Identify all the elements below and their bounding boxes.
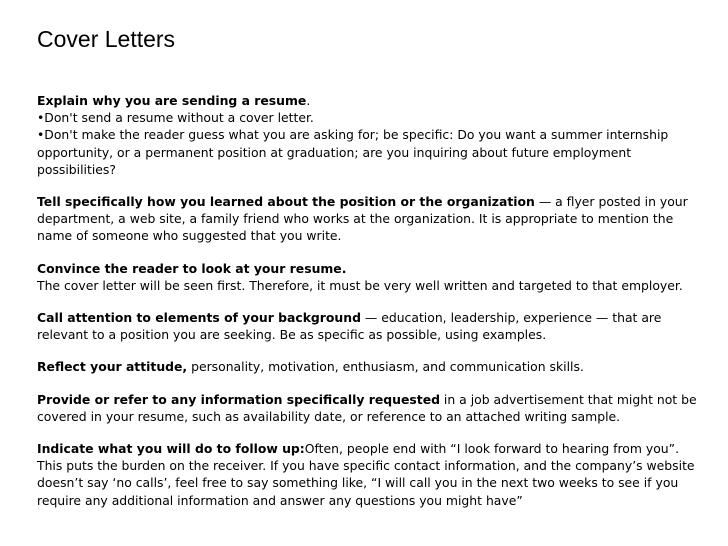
text-line	[37, 210, 719, 227]
paragraph	[37, 309, 719, 343]
bold-heading: Indicate what you will do to follow up:	[37, 441, 305, 457]
paragraph	[37, 92, 719, 178]
text-run: relevant to a position you are seeking. Be as specific as possible, using examples.	[37, 327, 547, 343]
text-run: •Don't make the reader guess what you are asking for; be specific: Do you want a summer internship	[37, 127, 669, 143]
text-line	[37, 109, 719, 126]
paragraph	[37, 440, 719, 509]
text-line	[37, 408, 719, 425]
text-line	[37, 227, 719, 244]
text-run: possibilities?	[37, 161, 116, 177]
text-run: require any additional information and answer any questions you might have”	[37, 492, 523, 508]
text-run: — a flyer posted in your	[534, 194, 688, 210]
bold-heading: Call attention to elements of your background	[37, 310, 361, 326]
text-line	[37, 492, 719, 509]
text-line	[37, 144, 719, 161]
text-line	[37, 126, 719, 143]
text-line	[37, 391, 719, 408]
text-run: .	[306, 93, 311, 108]
slide-body	[37, 92, 719, 524]
text-run: The cover letter will be seen first. Therefore, it must be very well written and targeted to that employer.	[37, 277, 683, 293]
text-line	[37, 474, 719, 491]
text-run: opportunity, or a permanent position at graduation; are you inquiring about future employment	[37, 144, 632, 160]
bold-heading: Provide or refer to any information specifically requested	[37, 391, 440, 407]
paragraph	[37, 260, 719, 294]
text-run: personality, motivation, enthusiasm, and communication skills.	[187, 359, 584, 375]
text-run: Often, people end with “I look forward to hearing from you”.	[304, 441, 680, 457]
bold-heading: Convince the reader to look at your resume.	[37, 260, 347, 276]
text-line	[37, 277, 719, 294]
text-run: This puts the burden on the receiver. If you have specific contact information, and the company’s website	[37, 458, 695, 474]
text-line	[37, 457, 719, 474]
text-run: in a job advertisement that might not be	[439, 391, 697, 407]
paragraph	[37, 391, 719, 425]
bold-heading: Explain why you are sending a resume	[37, 93, 307, 108]
bold-heading: Reflect your attitude,	[37, 359, 188, 375]
text-line	[37, 326, 719, 343]
text-line	[37, 193, 719, 210]
text-run: doesn’t say ‘no calls’, feel free to say something like, “I will call you in the next two weeks to see if you	[37, 475, 679, 491]
text-line	[37, 161, 719, 178]
page-title: Cover Letters	[37, 26, 176, 52]
text-line	[37, 92, 719, 109]
text-run: covered in your resume, such as availability date, or reference to an attached writing sample.	[37, 408, 621, 424]
text-line	[37, 358, 719, 375]
text-run: — education, leadership, experience — that are	[360, 310, 662, 326]
text-line	[37, 260, 719, 277]
text-run: department, a web site, a family friend who works at the organization. It is appropriate to mention the	[37, 211, 674, 227]
paragraph	[37, 358, 719, 375]
text-run: •Don't send a resume without a cover letter.	[37, 110, 314, 126]
text-run: name of someone who suggested that you write.	[37, 228, 342, 244]
paragraph	[37, 193, 719, 245]
text-line	[37, 309, 719, 326]
bold-heading: Tell specifically how you learned about the position or the organization	[37, 194, 535, 210]
text-line	[37, 440, 719, 457]
